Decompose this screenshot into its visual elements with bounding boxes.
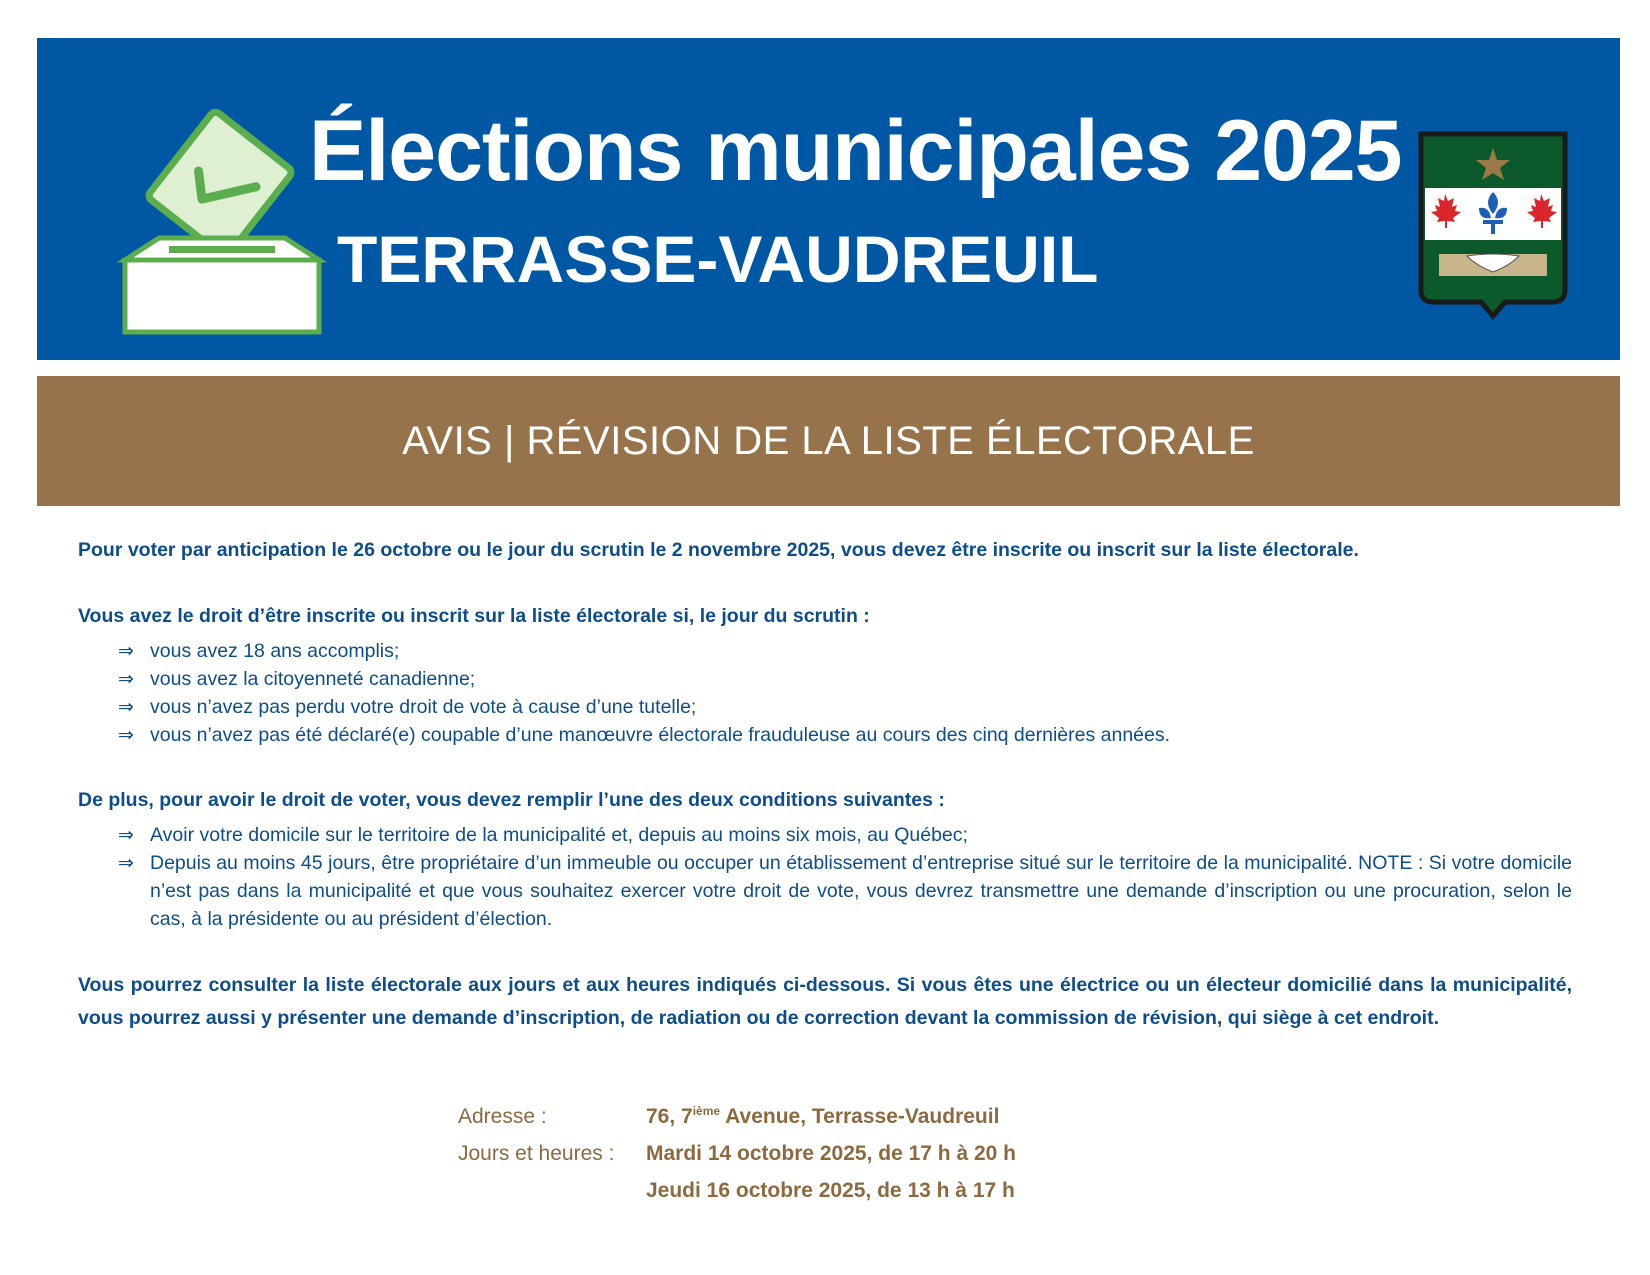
list-item: ⇒ vous n’avez pas perdu votre droit de vote à cause d’une tutelle; (118, 693, 1572, 721)
municipal-crest-icon (1417, 130, 1569, 320)
header-banner (37, 38, 1620, 360)
double-arrow-icon: ⇒ (118, 696, 134, 718)
eligibility-heading: Vous avez le droit d’être inscrite ou inscrit sur la liste électorale si, le jour du scrutin : (78, 605, 870, 627)
address-value: 76, 7ième Avenue, Terrasse-Vaudreuil (646, 1104, 1000, 1128)
double-arrow-icon: ⇒ (118, 724, 134, 746)
hours-label: Jours et heures : (458, 1141, 615, 1165)
double-arrow-icon: ⇒ (118, 668, 134, 690)
conditions-list (78, 821, 1572, 933)
hours-row (458, 1172, 1158, 1209)
notice-content (78, 535, 1572, 1035)
notice-bar (37, 376, 1620, 506)
list-item: ⇒ Depuis au moins 45 jours, être propriétaire d’un immeuble ou occuper un établissement d’entreprise situé sur le territoire de la municipalité. NOTE : Si votre domicile n’est pas dans la municipalité et que vous souhaitez exercer votre droit de vote, vous devrez transmettre une demande d’inscription ou une procuration, selon le cas, à la présidente ou au président d’élection. (118, 849, 1572, 933)
address-label: Adresse : (458, 1104, 547, 1128)
list-item: ⇒ vous avez 18 ans accomplis; (118, 637, 1572, 665)
schedule-details (458, 1098, 1158, 1209)
address-row (458, 1098, 1158, 1135)
ballot-box-icon (97, 108, 337, 338)
double-arrow-icon: ⇒ (118, 824, 134, 846)
list-item: ⇒ Avoir votre domicile sur le territoire de la municipalité et, depuis au moins six mois, au Québec; (118, 821, 1572, 849)
list-item: ⇒ vous n’avez pas été déclaré(e) coupable d’une manœuvre électorale frauduleuse au cours des cinq dernières années. (118, 721, 1572, 749)
banner-title: Élections municipales 2025 (309, 103, 1402, 199)
consult-paragraph: Vous pourrez consulter la liste électorale aux jours et aux heures indiqués ci-dessous. Si vous êtes une électrice ou un électeur domicilié dans la municipalité, vous pourrez aussi y présenter une demande d’inscription, de radiation ou de correction devant la commission de révision, qui siège à cet endroit. (78, 974, 1572, 1029)
banner-subtitle: TERRASSE-VAUDREUIL (337, 222, 1099, 296)
double-arrow-icon: ⇒ (118, 852, 134, 874)
hours-row (458, 1135, 1158, 1172)
eligibility-list (78, 637, 1572, 749)
hours-value-1: Mardi 14 octobre 2025, de 17 h à 20 h (646, 1141, 1016, 1165)
list-item: ⇒ vous avez la citoyenneté canadienne; (118, 665, 1572, 693)
notice-title: AVIS | RÉVISION DE LA LISTE ÉLECTORALE (402, 418, 1255, 463)
intro-paragraph: Pour voter par anticipation le 26 octobre ou le jour du scrutin le 2 novembre 2025, vous devez être inscrite ou inscrit sur la liste électorale. (78, 539, 1359, 561)
conditions-heading: De plus, pour avoir le droit de voter, vous devez remplir l’une des deux conditions suivantes : (78, 789, 945, 811)
double-arrow-icon: ⇒ (118, 640, 134, 662)
hours-value-2: Jeudi 16 octobre 2025, de 13 h à 17 h (646, 1178, 1015, 1202)
